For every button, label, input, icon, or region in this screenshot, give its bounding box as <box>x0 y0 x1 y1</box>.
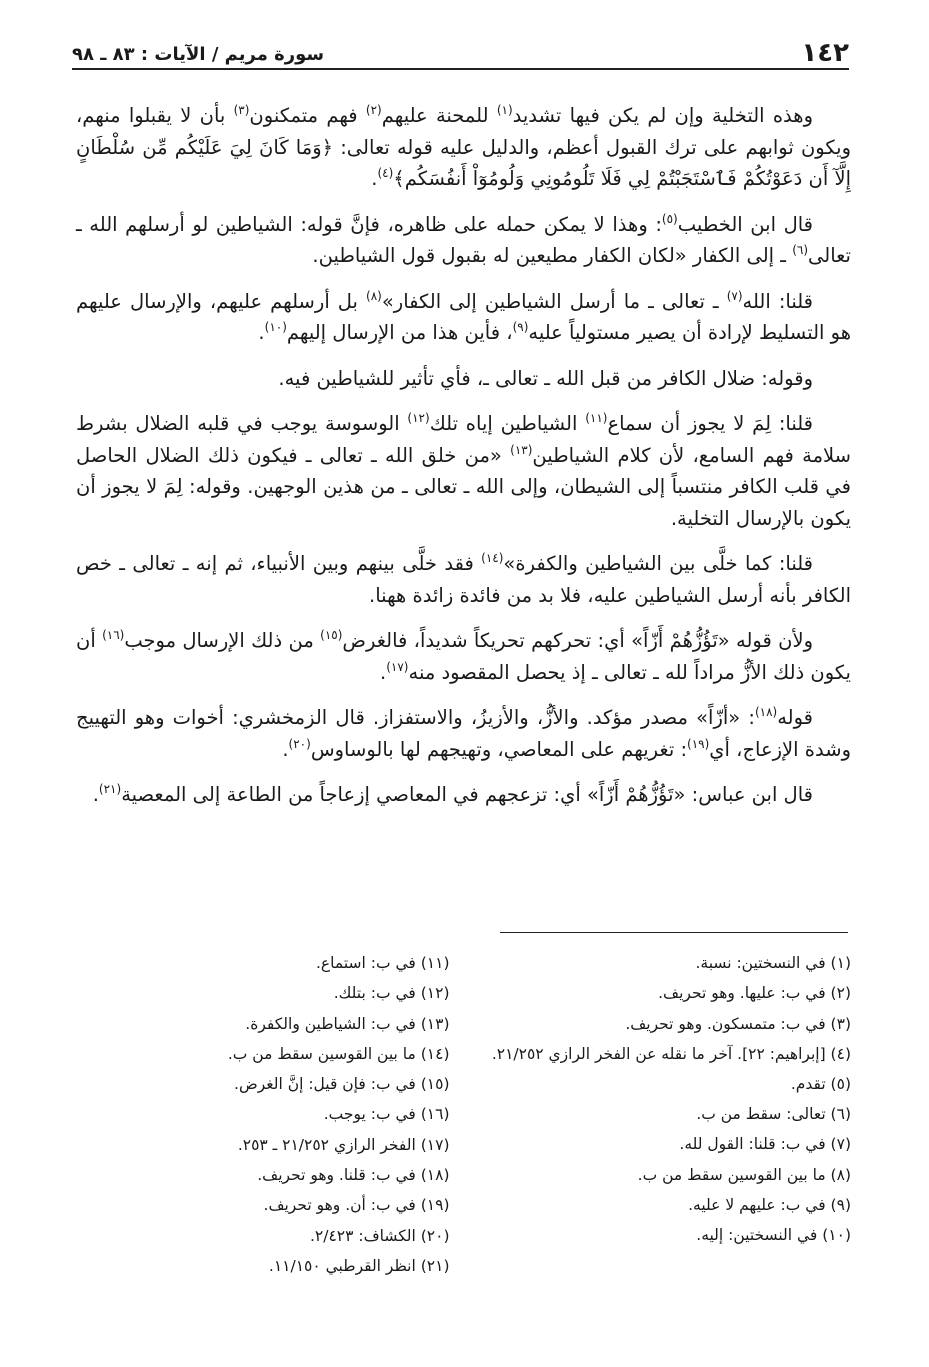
paragraph-text: قلنا: لِمَ لا يجوز أن سماع <box>607 412 814 435</box>
paragraph-text: للمحنة عليهم <box>381 104 497 127</box>
paragraph <box>76 625 851 688</box>
footnote-ref: (١٣) <box>510 442 533 457</box>
footnote: (١٧) الفخر الرازي ٢١/٢٥٢ ـ ٢٥٣. <box>237 1135 450 1154</box>
paragraph-text: : تغريهم على المعاصي، وتهيجهم لها بالوساوس <box>310 737 688 761</box>
footnote: (١) في النسختين: نسبة. <box>695 954 851 972</box>
footnote-ref: (١٠) <box>264 320 287 334</box>
footnote-ref: (١٤) <box>481 551 504 565</box>
paragraph-text: وهذه التخلية وإن لم يكن فيها تشديد <box>512 104 813 127</box>
footnote: (١٢) في ب: بتلك. <box>333 984 450 1003</box>
page-number: ١٤٢ <box>801 38 849 68</box>
footnotes-column-left <box>76 948 450 1281</box>
footnote-ref: (٢) <box>365 103 382 117</box>
footnote: (٢) في ب: عليها. وهو تحريف. <box>658 984 851 1003</box>
paragraph-text: قال ابن الخطيب <box>677 212 813 236</box>
footnote: (١٨) في ب: قلنا. وهو تحريف. <box>257 1166 450 1185</box>
paragraph-text: . <box>282 737 289 761</box>
footnote-ref: (٢٠) <box>288 736 311 751</box>
paragraph-text: : «أزّاً» مصدر مؤكد. والأزُّ، والأزيزُ، والاستفزاز. قال الزمخشري: أخوات وهو التهييج وشدة الإزعاج، أي <box>76 706 851 761</box>
footnote-ref: (٦) <box>792 243 809 257</box>
paragraph <box>76 779 851 811</box>
paragraph-text: قوله <box>777 706 813 729</box>
footnote: (١٦) في ب: يوجب. <box>323 1105 450 1124</box>
footnote: (٦) تعالى: سقط من ب. <box>696 1105 851 1124</box>
footnote-ref: (١١) <box>585 411 608 425</box>
footnote: (١٩) في ب: أن. وهو تحريف. <box>263 1196 450 1215</box>
footnote: (٤) [إبراهيم: ٢٢]. آخر ما نقله عن الفخر الرازي ٢١/٢٥٢. <box>491 1044 851 1063</box>
paragraph-text: قال ابن عباس: «تَؤُزُّهُمْ أَزّاً» أي: تزعجهم في المعاصي إزعاجاً من الطاعة إلى المعصية <box>121 783 813 806</box>
paragraph <box>76 408 851 534</box>
paragraph <box>76 548 851 611</box>
footnote-ref: (١) <box>496 103 513 117</box>
paragraph <box>76 209 851 272</box>
footnote-ref: (٥) <box>661 211 678 226</box>
footnote-ref: (١٦) <box>102 628 125 642</box>
footnote: (١٥) في ب: فإن قيل: إنَّ الغرض. <box>234 1075 450 1094</box>
paragraph-text: فقد خلَّى بينهم وبين الأنبياء، ثم إنه ـ تعالى ـ خص الكافر بأنه أرسل الشياطين عليه، فلا بد من فائدة زائدة ههنا. <box>76 552 851 607</box>
paragraph-text: بأن لا يقبلوا منهم، ويكون ثوابهم على ترك القبول أعظم، والدليل عليه قوله تعالى: ﴿وَمَا كَانَ لِيَ عَلَيْكُم مِّن سُلْطَانٍ إِلَّآ أَن دَعَوْتُكُمْ فَٱسْتَجَبْتُمْ لِي فَلَا تَلُومُونِي وَلُومُوٓاْ أَنفُسَكُم﴾ <box>76 104 851 190</box>
paragraph-text: أن يكون ذلك الأزُّ مراداً لله ـ تعالى ـ إذ يحصل المقصود منه <box>76 629 851 684</box>
paragraph-text: . <box>371 167 378 190</box>
paragraph-text: ، فأين هذا من الإرسال إليهم <box>286 321 513 344</box>
paragraph-text: . <box>258 321 265 344</box>
paragraph <box>76 286 851 349</box>
footnote-ref: (١٩) <box>687 736 710 751</box>
paragraph-text: فهم متمكنون <box>249 104 366 127</box>
footnote: (١٤) ما بين القوسين سقط من ب. <box>227 1044 450 1063</box>
footnote-ref: (١٢) <box>407 411 430 425</box>
running-title: سورة مريم / الآيات : ٨٣ ـ ٩٨ <box>72 44 325 65</box>
footnote: (٥) تقدم. <box>790 1074 851 1093</box>
footnote: (١١) في ب: استماع. <box>315 954 450 972</box>
footnote-ref: (١٨) <box>754 705 778 719</box>
footnote: (٩) في ب: عليهم لا عليه. <box>688 1196 851 1215</box>
paragraph-text: قلنا: الله <box>742 289 814 313</box>
paragraph <box>76 702 851 765</box>
paragraph <box>76 100 851 195</box>
footnote-ref: (٤) <box>377 166 394 180</box>
footnote-ref: (١٥) <box>320 628 343 642</box>
paragraph-text: الشياطين إياه تلك <box>429 412 586 435</box>
footnote: (٨) ما بين القوسين سقط من ب. <box>637 1165 851 1184</box>
paragraph-text: وقوله: ضلال الكافر من قبل الله ـ تعالى ـ، فأي تأثير للشياطين فيه. <box>278 366 813 390</box>
paragraph-text: : وهذا لا يمكن حمله على ظاهره، فإنَّ قوله: الشياطين لو أرسلهم الله ـ تعالى <box>76 212 851 267</box>
footnote: (١٣) في ب: الشياطين والكفرة. <box>245 1014 450 1033</box>
main-text <box>76 100 851 825</box>
paragraph-text: ـ تعالى ـ ما أرسل الشياطين إلى الكفار» <box>381 289 727 313</box>
paragraph-text: بل أرسلهم عليهم، والإرسال عليهم هو التسليط لإرادة أن يصير مستولياً عليه <box>76 289 851 344</box>
footnote-ref: (٣) <box>233 103 250 117</box>
paragraph-text: قلنا: كما خلَّى بين الشياطين والكفرة» <box>503 552 813 575</box>
paragraph-text: ولأن قوله «تَؤُزُّهُمْ أَزّاً» أي: تحركهم تحريكاً شديداً، فالغرض <box>342 629 814 652</box>
footnote-ref: (١٧) <box>386 659 409 674</box>
paragraph-text: ـ إلى الكفار «لكان الكفار مطيعين له بقبول قول الشياطين. <box>312 244 793 267</box>
footnote: (٢١) انظر القرطبي ١١/١٥٠. <box>268 1256 450 1275</box>
footnote: (٢٠) الكشاف: ٢/٤٢٣. <box>309 1226 450 1245</box>
paragraph-text: من ذلك الإرسال موجب <box>124 629 321 652</box>
footnotes <box>76 948 851 1281</box>
footnote-ref: (٢١) <box>98 782 122 796</box>
footnote-divider <box>500 932 848 933</box>
footnotes-column-right <box>478 948 852 1281</box>
page-header <box>72 34 849 70</box>
footnote-ref: (٨) <box>366 288 382 303</box>
footnote: (٧) في ب: قلنا: القول لله. <box>679 1135 851 1154</box>
footnote: (١٠) في النسختين: إليه. <box>696 1226 851 1245</box>
paragraph-text: . <box>92 783 99 806</box>
footnote-ref: (٧) <box>726 288 743 303</box>
paragraph <box>76 363 851 395</box>
paragraph-text: . <box>380 660 387 684</box>
paragraph-text: «من خلق الله ـ تعالى ـ فيكون ذلك الضلال الحاصل في قلب الكافر منتسباً إلى الشيطان، وإلى الله ـ تعالى ـ من هذين الوجهين. وقوله: لِمَ لا يجوز أن يكون بالإرسال التخلية. <box>76 443 851 530</box>
paragraph-text: الوسوسة يوجب في قلبه الضلال بشرط سلامة فهم السامع، لأن كلام الشياطين <box>76 412 852 467</box>
footnote-ref: (٩) <box>512 320 529 334</box>
footnote: (٣) في ب: متمسكون. وهو تحريف. <box>625 1014 851 1033</box>
